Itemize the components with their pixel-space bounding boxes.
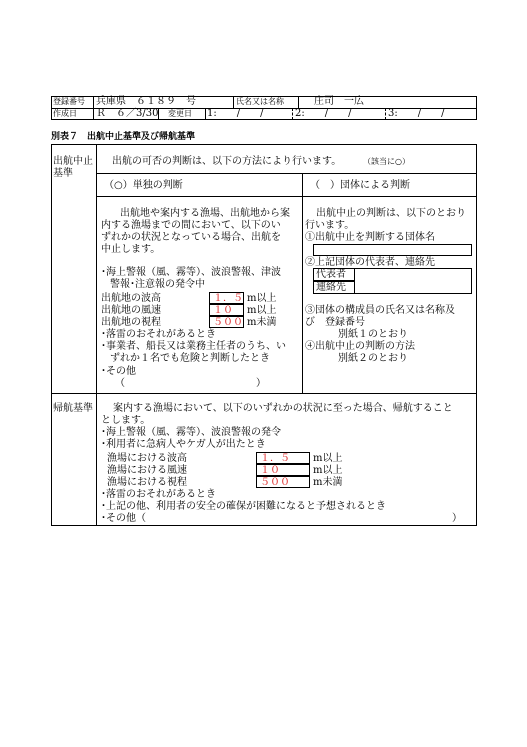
divider [51,393,477,394]
divider [205,108,206,120]
stop-criteria-label: 出航中止 [53,156,93,167]
made-date-label: 作成日 [53,109,77,118]
return-intro: 案内する漁場において、以下のいずれかの状況に至った場合、帰航すること [113,403,453,414]
return-other-close: ） [452,513,462,524]
visibility-value: ５００ [213,317,243,328]
single-para-line: 中止します。 [101,244,161,255]
divider [302,173,303,393]
wave-height-label: 出航地の波高 [101,293,161,304]
group-item-2: ②上記団体の代表者、連絡先 [305,257,435,268]
divider [385,108,386,120]
contact-label: 連絡先 [316,282,346,293]
single-bullet-danger: ･事業者、船長又は業務主任者のうち、い [101,341,286,352]
group-item-3-2: び 登録番号 [305,317,365,328]
stop-criteria-label-2: 基準 [53,168,73,179]
name-value: 庄司 一広 [314,96,364,107]
return-visibility-box [256,476,310,488]
return-criteria-label: 帰航基準 [53,403,93,414]
stop-intro-note: （該当に○） [363,157,410,166]
stop-intro: 出航の可否の判断は、以下の方法により行います。 [112,156,342,167]
change-date-2: 2: / / [295,108,352,119]
return-other: ･その他（ [101,513,146,524]
reg-no-value: 兵庫県 ６１８９ 号 [96,96,196,107]
wind-speed-unit: m以上 [247,305,277,316]
divider [96,144,97,526]
return-intro-2: とします。 [101,415,151,426]
divider [292,108,293,120]
wave-height-unit: m以上 [247,293,277,304]
changed-date-label: 変更日 [168,109,192,118]
single-bullet-warning-2: 警報･注意報の発令中 [110,279,205,290]
single-other: ･その他 [101,366,136,377]
divider [93,96,94,120]
group-item-3-sub: 別紙１のとおり [338,329,408,340]
return-wind-label: 漁場における風速 [107,465,187,476]
visibility-box [209,316,244,328]
single-judgment-title: （○）単独の判断 [104,180,183,191]
single-other-open: （ [115,378,125,389]
return-bullet-warning: ･海上警報（風、霧等）、波浪警報の発令 [101,427,281,438]
name-label: 氏名又は名称 [236,97,284,106]
visibility-unit: m未満 [247,317,277,328]
made-date-value: Ｒ ６／3/30 [96,108,159,119]
divider [233,96,234,108]
divider [96,173,477,174]
wind-speed-label: 出航地の風速 [101,305,161,316]
return-bullet-injury: ･利用者に急病人やケガ人が出たとき [101,439,266,450]
rep-label: 代表者 [316,269,346,280]
return-wave-unit: m以上 [313,453,343,464]
wave-height-value: １．５ [213,293,243,304]
group-item-3: ③団体の構成員の氏名又は名称及 [305,305,455,316]
group-judgment-title: （ ）団体による判断 [310,180,410,191]
page-title: 別表７ 出航中止基準及び帰航基準 [51,132,196,142]
group-item-4-sub: 別紙２のとおり [338,353,408,364]
wave-height-box [209,292,244,304]
return-wind-unit: m以上 [313,465,343,476]
visibility-label: 出航地の視程 [101,317,161,328]
return-visibility-label: 漁場における視程 [107,477,187,488]
single-para-line: ずれかの状況となっている場合、出航を [101,232,281,243]
return-wave-box [256,452,310,464]
group-name-field[interactable] [313,244,472,256]
return-wave-value: １．５ [260,453,290,464]
change-date-1: 1: / / [207,108,264,119]
wind-speed-value: １０ [213,305,233,316]
return-wave-label: 漁場における波高 [107,453,187,464]
divider [96,196,477,197]
divider [354,268,355,294]
group-para-line: 出航中止の判断は、以下のとおり [316,208,466,219]
single-other-close: ） [256,378,266,389]
group-item-4: ④出航中止の判断の方法 [305,341,415,352]
return-wind-value: １０ [260,465,280,476]
single-bullet-danger-2: ずれか１名でも危険と判断したとき [110,353,270,364]
wind-speed-box [209,304,244,316]
single-bullet-lightning: ･落雷のおそれがあるとき [101,329,216,340]
change-date-3: 3: / / [388,108,445,119]
single-bullet-warning: ･海上警報（風、霧等）、波浪警報、津波 [101,267,281,278]
single-para-line: 内する漁場までの間において、以下のい [101,220,281,231]
reg-no-label: 登録番号 [53,97,85,106]
return-bullet-lightning: ･落雷のおそれがあるとき [101,489,216,500]
return-bullet-safety: ･上記の他、利用者の安全の確保が困難になると予想されるとき [101,501,386,512]
return-wind-box [256,464,310,476]
divider [298,96,299,108]
group-item-1: ①出航中止を判断する団体名 [305,232,435,243]
single-para-line: 出航地や案内する漁場、出航地から案 [120,208,290,219]
return-visibility-unit: m未満 [313,477,343,488]
group-para-line: 行います。 [305,220,355,231]
return-visibility-value: ５００ [260,477,290,488]
